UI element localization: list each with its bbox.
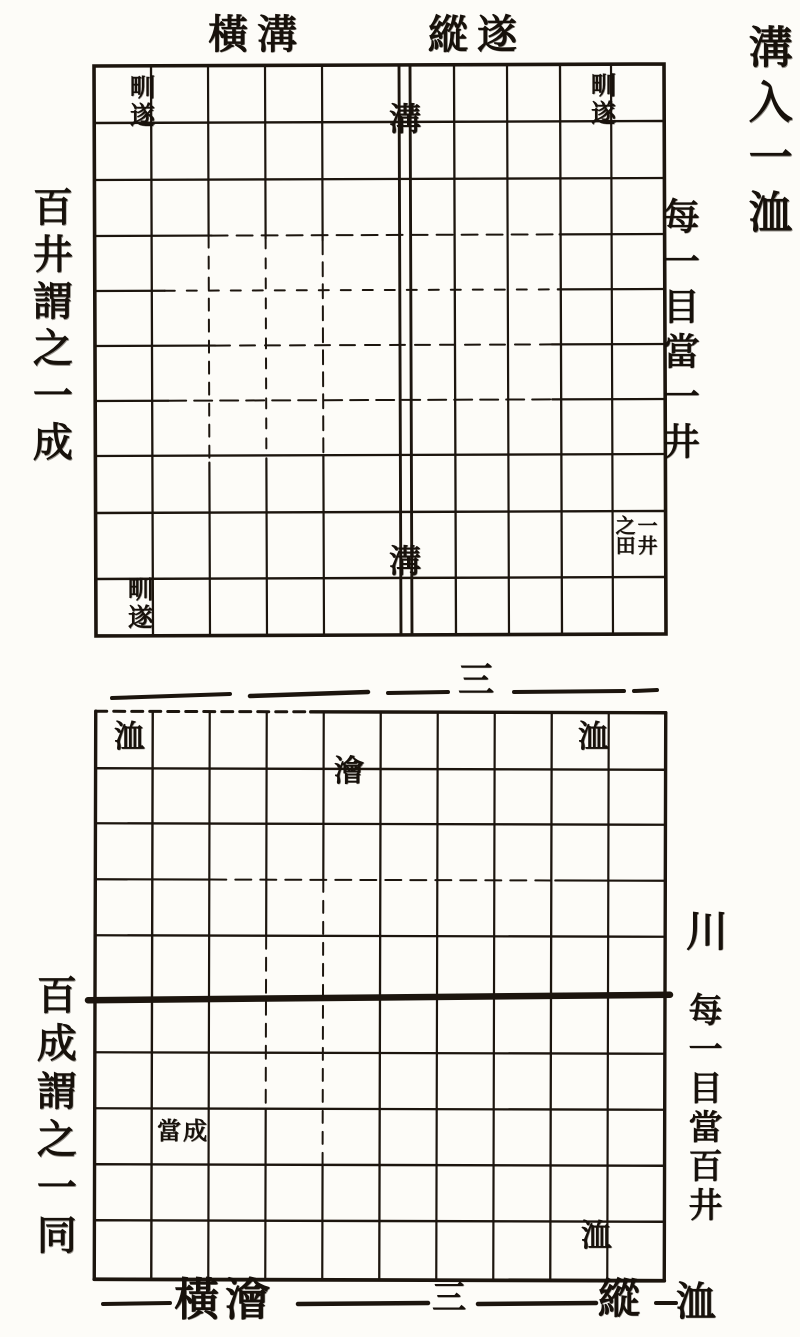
top-cell-label-furrows-bl: 甽遂 bbox=[124, 576, 154, 632]
top-channel-label-upper: 溝 bbox=[389, 100, 422, 138]
bottom-river-right-label: 川 bbox=[686, 907, 729, 956]
footer-vertical-label: 縱 bbox=[598, 1274, 641, 1323]
bottom-cheng-cell-label: 當成 bbox=[157, 1117, 209, 1145]
bottom-cell-label-xu-tl: 洫 bbox=[114, 719, 145, 755]
top-caption-right-each-cell: 每一目當一井 bbox=[656, 197, 700, 467]
footer-left-horizontal-kuai: 橫澮 bbox=[174, 1273, 277, 1326]
footer-xu-label: 洫 bbox=[676, 1279, 716, 1325]
top-caption-left-hundred-wells: 百井謂之一成 bbox=[26, 186, 73, 468]
bottom-grid bbox=[87, 711, 670, 1281]
top-cell-label-furrows-tl: 甽遂 bbox=[126, 74, 156, 130]
bottom-channel-label-kuai: 澮 bbox=[334, 754, 364, 789]
one-well-col-right: 一井 bbox=[634, 515, 658, 555]
bottom-cell-label-xu-br: 洫 bbox=[581, 1218, 612, 1254]
top-one-well-field-label bbox=[613, 515, 657, 571]
top-header-right-label: 縱遂 bbox=[428, 12, 526, 58]
top-cell-label-furrows-tr: 甽遂 bbox=[587, 72, 617, 128]
river-glyph-middle: 三 bbox=[458, 660, 495, 701]
top-note-gou-enters-xu: 溝入一洫 bbox=[740, 24, 792, 244]
top-grid bbox=[94, 64, 666, 636]
one-well-col-left: 之田 bbox=[612, 515, 636, 555]
top-channel-label-lower: 溝 bbox=[389, 542, 422, 580]
bottom-caption-right-each-cell: 每一目當百井 bbox=[682, 992, 723, 1226]
bottom-cell-label-xu-tr: 洫 bbox=[578, 719, 609, 755]
bottom-caption-left-hundred-cheng: 百成謂之一同 bbox=[30, 974, 77, 1262]
river-line-top bbox=[112, 690, 657, 698]
top-header-left-label: 橫溝 bbox=[208, 12, 306, 58]
footer-river-glyph: 三 bbox=[432, 1278, 466, 1318]
